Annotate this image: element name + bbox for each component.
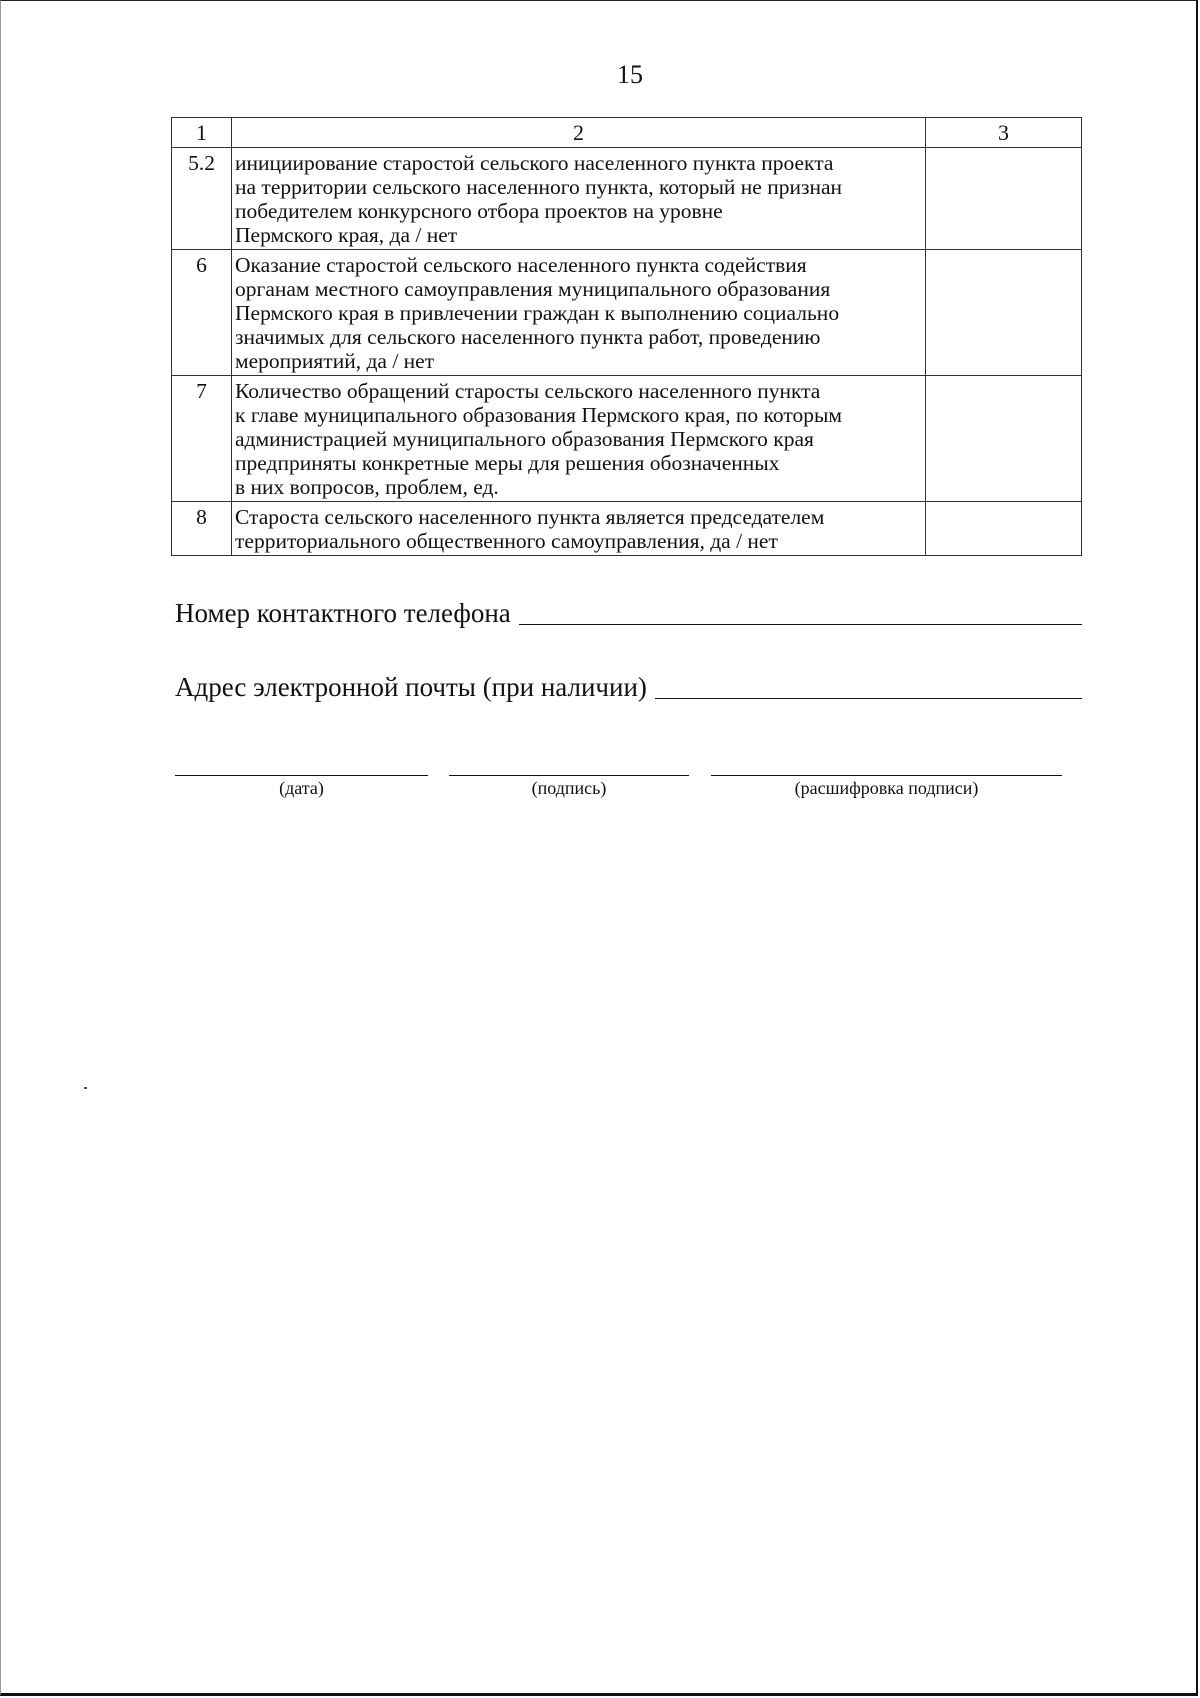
- row-description: [232, 250, 926, 376]
- row-text-line: органам местного самоуправления муниципального образования: [235, 277, 831, 301]
- row-value-cell[interactable]: [926, 250, 1082, 376]
- row-number: 5.2: [172, 148, 232, 250]
- row-number: 7: [172, 376, 232, 502]
- row-text-line: в них вопросов, проблем, ед.: [235, 475, 499, 499]
- row-number: 8: [172, 502, 232, 556]
- phone-field-row: [175, 598, 1082, 629]
- phone-input-line[interactable]: [519, 598, 1082, 625]
- row-text-line: Оказание старостой сельского населенного пункта содействия: [235, 253, 807, 277]
- row-text-line: администрацией муниципального образования Пермского края: [235, 427, 814, 451]
- table-row: [172, 148, 1082, 250]
- email-label: Адрес электронной почты (при наличии): [175, 672, 647, 702]
- header-cell-3: 3: [926, 118, 1082, 148]
- table-row: [172, 250, 1082, 376]
- header-cell-1: 1: [172, 118, 232, 148]
- row-text-line: значимых для сельского населенного пункта работ, проведению: [235, 325, 821, 349]
- email-field-row: [175, 672, 1082, 703]
- scan-speck: [84, 1087, 87, 1089]
- date-signature-line[interactable]: [175, 775, 428, 776]
- table-header-row: [172, 118, 1082, 148]
- row-text-line: победителем конкурсного отбора проектов на уровне: [235, 199, 723, 223]
- row-text-line: инициирование старостой сельского населенного пункта проекта: [235, 151, 834, 175]
- row-text-line: Пермского края в привлечении граждан к выполнению социально: [235, 301, 840, 325]
- email-input-line[interactable]: [655, 672, 1082, 699]
- phone-label: Номер контактного телефона: [175, 598, 511, 628]
- row-value-cell[interactable]: [926, 502, 1082, 556]
- row-value-cell[interactable]: [926, 376, 1082, 502]
- header-cell-2: 2: [232, 118, 926, 148]
- date-caption: (дата): [279, 778, 324, 798]
- row-text-line: Количество обращений старосты сельского населенного пункта: [235, 379, 821, 403]
- signature-decoding-caption: (расшифровка подписи): [794, 778, 979, 798]
- row-text-line: предприняты конкретные меры для решения обозначенных: [235, 451, 780, 475]
- row-description: [232, 502, 926, 556]
- row-description: [232, 376, 926, 502]
- row-text-line: территориального общественного самоуправления, да / нет: [235, 529, 778, 553]
- table-row: [172, 376, 1082, 502]
- row-text-line: Пермского края, да / нет: [235, 223, 458, 247]
- row-text-line: к главе муниципального образования Пермского края, по которым: [235, 403, 843, 427]
- criteria-table: [171, 117, 1082, 556]
- signature-decoding-line[interactable]: [711, 775, 1062, 776]
- row-description: [232, 148, 926, 250]
- row-text-line: на территории сельского населенного пункта, который не признан: [235, 175, 843, 199]
- signature-caption: (подпись): [531, 778, 607, 798]
- row-text-line: Староста сельского населенного пункта является председателем: [235, 505, 825, 529]
- table-row: [172, 502, 1082, 556]
- page-number: 15: [617, 60, 643, 89]
- row-value-cell[interactable]: [926, 148, 1082, 250]
- row-text-line: мероприятий, да / нет: [235, 349, 435, 373]
- row-number: 6: [172, 250, 232, 376]
- signature-line[interactable]: [449, 775, 689, 776]
